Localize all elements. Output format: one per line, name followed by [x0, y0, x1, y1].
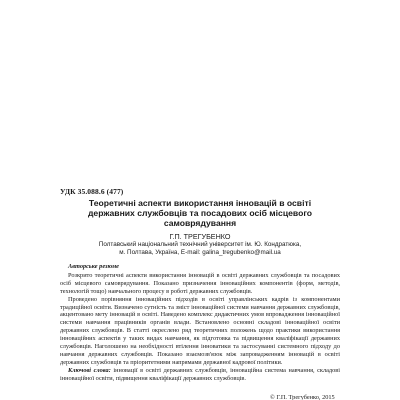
abstract-paragraph-2: Проведено порівняння інноваційних підходів в освіті управлінських кадрів із компонентами традиційної освіти. Визначено сутність та зміст інноваційної системи навчання державних службовців, акцентовано мету інновацій в освіті. Наведено комплекс дидактичних умов впровадження інноваційної системи навчання працівників органів влади. Встановлено основні складові інноваційної освіти державних службовців. В статті окреслено ряд теоретичних положень щодо практики використання інноваційних аспектів у таких видах навчання, як підготовка та підвищення кваліфікації державних службовців. Наголошено на необхідності втілення інноватики та застосуванні системного підходу до навчання державних службовців. Показано взаємозв'язок між запровадженням інновацій в освіті державних службовців та пріоритетними напрямами державної кадрової політики.	[60, 295, 340, 366]
author-name: Г.П. ТРЕГУБЕНКО	[169, 232, 231, 241]
resume-heading: Авторське резюме	[68, 263, 119, 270]
udc-code: УДК 35.088.6 (477)	[60, 187, 124, 196]
keywords-paragraph	[60, 367, 340, 383]
abstract-paragraph-1: Розкрито теоретичні аспекти використання інновацій в освіті державних службовців та посадових осіб місцевого самоврядування. Показано призначення інноваційних компонентів (форм, методів, технологій тощо) навчального процесу в роботі державних службовців.	[60, 271, 340, 295]
author-affiliation: Полтавський національний технічний університет ім. Ю. Кондратюка, м. Полтава, Україна, E-mail: galina_tregubenko@mail.ua	[98, 241, 302, 257]
keywords-text: інновації в освіті державних службовців, інноваційна система навчання, складові інноваційної освіти, підвищення кваліфікації державних службовців.	[60, 366, 341, 382]
abstract-block	[60, 263, 340, 383]
article-title: Теоретичні аспекти використання інновацій в освіті державних службовців та посадових осіб місцевого самоврядування	[87, 198, 313, 229]
keywords-label: Ключові слова:	[68, 366, 111, 374]
copyright-notice: © Г.П. Трегубенко, 2015	[270, 394, 335, 400]
